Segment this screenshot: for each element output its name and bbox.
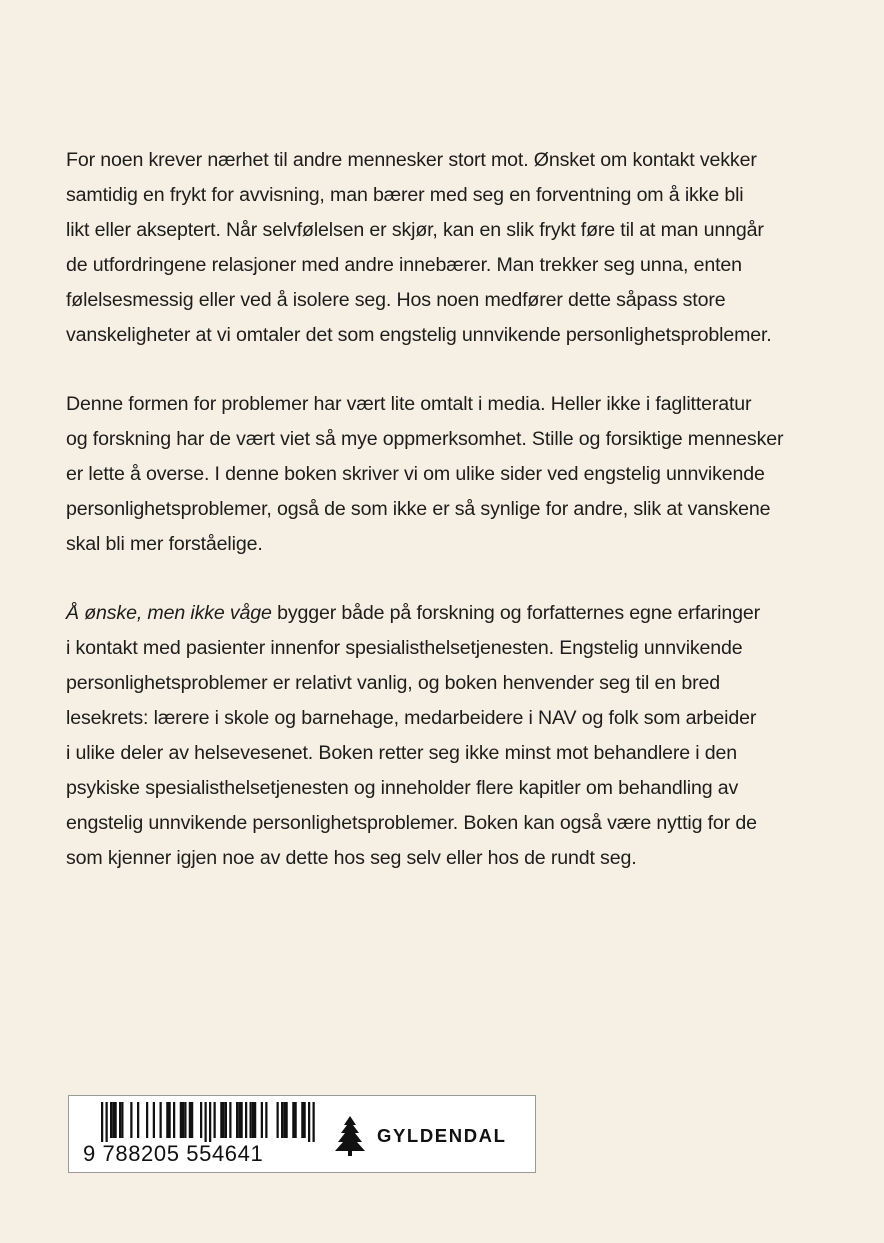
barcode-bar [229,1102,231,1138]
barcode-bar [166,1102,168,1138]
text-line: i kontakt med pasienter innenfor spesialisthelsetjenesten. Engstelig unnvikende [66,637,743,659]
text-line: engstelig unnvikende personlighetsproblemer. Boken kan også være nyttig for de [66,812,757,834]
barcode-bar [283,1102,285,1138]
barcode-bar [182,1102,184,1138]
barcode-bar [184,1102,186,1138]
isbn-number: 9 788205 554641 [83,1141,264,1166]
barcode-bar [313,1102,315,1142]
barcode-bar [304,1102,306,1138]
barcode-bar [214,1102,216,1138]
barcode-bar [254,1102,256,1138]
barcode-bar [173,1102,175,1138]
barcode-bar [200,1102,202,1138]
barcode-bar [146,1102,148,1138]
barcode-bar [220,1102,222,1138]
text-line: personlighetsproblemer er relativt vanlig, og boken henvender seg til en bred [66,672,720,694]
barcode-bar [137,1102,139,1138]
barcode-bar [119,1102,121,1138]
text-line: og forskning har de vært viet så mye oppmerksomhet. Stille og forsiktige mennesker [66,428,784,450]
barcode-bar [169,1102,171,1138]
text-line: likt eller akseptert. Når selvfølelsen er skjør, kan en slik frykt føre til at man unngår [66,219,764,241]
text-line: psykiske spesialisthelsetjenesten og inneholder flere kapitler om behandling av [66,777,739,799]
text-line: følelsesmessig eller ved å isolere seg. Hos noen medfører dette såpass store [66,289,726,311]
barcode-bar [261,1102,263,1138]
barcode-bar [308,1102,310,1142]
text-line: Denne formen for problemer har vært lite omtalt i media. Heller ikke i faglitteratur [66,393,752,415]
text-line: i ulike deler av helsevesenet. Boken retter seg ikke minst mot behandlere i den [66,742,738,764]
book-title-italic: Å ønske, men ikke våge [66,602,272,624]
blurb-paragraph-1 [66,143,806,353]
text-line: personlighetsproblemer, også de som ikke er så synlige for andre, slik at vanskene [66,498,771,520]
text-line: skal bli mer forståelige. [66,533,263,555]
text-line: vanskeligheter at vi omtaler det som engstelig unnvikende personlighetsproblemer. [66,324,772,346]
barcode-bar [238,1102,240,1138]
text-line: For noen krever nærhet til andre mennesker stort mot. Ønsket om kontakt vekker [66,149,757,171]
barcode-bar [189,1102,191,1138]
barcode-bar [277,1102,279,1138]
barcode-bar [286,1102,288,1138]
text-fragment: bygger både på forskning og forfatternes egne erfaringer [271,602,760,624]
barcode-bar [281,1102,283,1138]
blurb-text [66,143,806,910]
fir-tree-icon [333,1115,367,1157]
barcode-bar [236,1102,238,1138]
blurb-paragraph-2 [66,387,806,562]
barcode-bar [160,1102,162,1138]
barcode-bar [301,1102,303,1138]
publisher-logo [333,1114,507,1158]
text-line: de utfordringene relasjoner med andre innebærer. Man trekker seg unna, enten [66,254,742,276]
barcode-bar [241,1102,243,1138]
barcode-bar [223,1102,225,1138]
barcode-icon [101,1102,315,1142]
barcode-bar [295,1102,297,1138]
text-line: som kjenner igjen noe av dette hos seg selv eller hos de rundt seg. [66,847,637,869]
publisher-name: GYLDENDAL [377,1125,507,1146]
barcode-bar [191,1102,193,1138]
barcode-bar [180,1102,182,1138]
barcode-bar [225,1102,227,1138]
barcode-bar [292,1102,294,1138]
text-line: er lette å overse. I denne boken skriver vi om ulike sider ved engstelig unnvikende [66,463,765,485]
text-line: samtidig en frykt for avvisning, man bærer med seg en forventning om å ikke bli [66,184,744,206]
barcode-bar [130,1102,132,1138]
barcode-bar [106,1102,108,1142]
barcode-bar [110,1102,112,1138]
barcode-bar [205,1102,207,1142]
barcode-bar [153,1102,155,1138]
barcode-bar [250,1102,252,1138]
text-line [66,596,806,631]
text-line: lesekrets: lærere i skole og barnehage, medarbeidere i NAV og folk som arbeider [66,707,757,729]
barcode-bar [209,1102,211,1142]
barcode-bar [101,1102,103,1142]
barcode-bar [121,1102,123,1138]
blurb-paragraph-3 [66,596,806,876]
barcode-bar [112,1102,114,1138]
barcode-bar [115,1102,117,1138]
barcode-bar [265,1102,267,1138]
barcode-bar [252,1102,254,1138]
barcode-bar [245,1102,247,1138]
barcode-panel [68,1095,536,1173]
